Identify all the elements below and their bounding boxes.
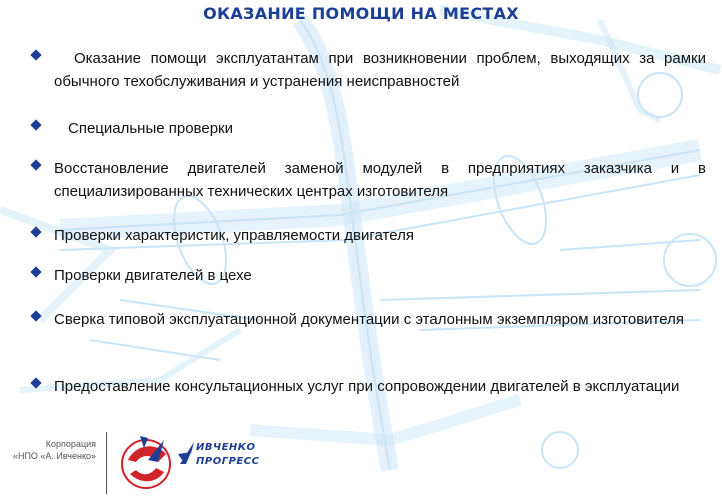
list-item-text: Предоставление консультационных услуг при сопровождении двигателей в эксплуатации: [54, 378, 680, 395]
diamond-bullet-icon: [30, 266, 41, 277]
diamond-bullet-icon: [30, 159, 41, 170]
list-item-text: Сверка типовой эксплуатационной документации с эталонным экземпляром изготовителя: [54, 311, 684, 328]
diamond-bullet-icon: [30, 310, 41, 321]
corporation-caption: [0, 438, 96, 462]
list-item-text: Оказание помощи эксплуатантам при возникновении проблем, выходящих за рамки обычного техобслуживания и устранения неисправностей: [54, 50, 706, 90]
list-item: [30, 157, 706, 203]
list-item: [30, 308, 706, 331]
list-item: [30, 224, 706, 247]
diamond-bullet-icon: [30, 226, 41, 237]
footer: [0, 428, 722, 499]
ivchenko-progress-logo: [178, 438, 258, 474]
list-item: [30, 264, 706, 287]
progress-logo-mark-icon: [178, 440, 196, 466]
diamond-bullet-icon: [30, 119, 41, 130]
list-item-text: Восстановление двигателей заменой модулей в предприятиях заказчика и в специализированных технических центрах изготовителя: [54, 160, 706, 200]
list-item-text: Проверки двигателей в цехе: [54, 267, 252, 284]
list-item: [30, 117, 706, 140]
corporation-name: «НПО «А. Ивченко»: [12, 451, 96, 461]
brand-name-bottom: ПРОГРЕСС: [196, 456, 260, 467]
list-item-text: Специальные проверки: [68, 120, 233, 137]
brand-name-top: ИВЧЕНКО: [196, 442, 256, 453]
diamond-bullet-icon: [30, 49, 41, 60]
list-item-text: Проверки характеристик, управляемости двигателя: [54, 227, 414, 244]
diamond-bullet-icon: [30, 377, 41, 388]
list-item: [30, 375, 706, 398]
page-title: ОКАЗАНИЕ ПОМОЩИ НА МЕСТАХ: [203, 4, 519, 23]
list-item: [30, 47, 706, 93]
footer-divider: [106, 432, 107, 494]
corporation-emblem-icon: [118, 432, 174, 492]
corporation-line: Корпорация: [45, 439, 96, 449]
